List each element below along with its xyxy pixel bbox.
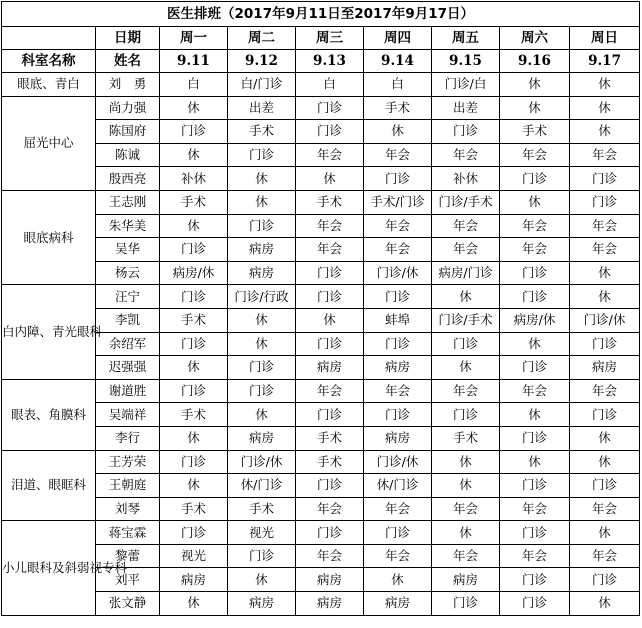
doctor-name-cell: 王志刚 — [96, 190, 160, 214]
shift-cell: 门诊 — [432, 332, 500, 356]
shift-cell: 年会 — [432, 497, 500, 521]
shift-cell: 休 — [432, 285, 500, 309]
shift-cell: 门诊/手术 — [432, 190, 500, 214]
weekday-wed: 周三 — [296, 27, 364, 50]
shift-cell: 年会 — [432, 214, 500, 238]
shift-cell: 休 — [228, 308, 296, 332]
date-label: 日期 — [96, 27, 160, 50]
date-sat: 9.16 — [500, 50, 570, 73]
table-row — [2, 120, 640, 144]
shift-cell: 门诊 — [500, 426, 570, 450]
title-row — [2, 2, 640, 27]
doctor-name-cell: 殷西亮 — [96, 167, 160, 191]
shift-cell: 门诊 — [570, 568, 640, 592]
shift-cell: 休 — [570, 73, 640, 97]
shift-cell: 门诊 — [228, 544, 296, 568]
shift-cell: 门诊 — [160, 379, 228, 403]
doctor-name-cell: 朱华美 — [96, 214, 160, 238]
table-row — [2, 379, 640, 403]
shift-cell: 手术 — [228, 497, 296, 521]
shift-cell: 休 — [160, 143, 228, 167]
department-name-cell: 屈光中心 — [2, 96, 96, 190]
doctor-name-cell: 汪宁 — [96, 285, 160, 309]
shift-cell: 休 — [500, 73, 570, 97]
shift-cell: 门诊 — [296, 474, 364, 498]
doctor-name-cell: 余绍军 — [96, 332, 160, 356]
shift-cell: 年会 — [364, 497, 432, 521]
shift-cell: 白/门诊 — [228, 73, 296, 97]
shift-cell: 休 — [432, 521, 500, 545]
department-name-cell: 眼表、角膜科 — [2, 379, 96, 450]
schedule-table — [1, 1, 640, 616]
shift-cell: 休 — [432, 450, 500, 474]
department-name-cell: 眼底病科 — [2, 190, 96, 284]
shift-cell: 休 — [228, 332, 296, 356]
date-fri: 9.15 — [432, 50, 500, 73]
shift-cell: 门诊 — [432, 592, 500, 616]
shift-cell: 门诊 — [570, 190, 640, 214]
shift-cell: 休 — [432, 474, 500, 498]
doctor-name-cell: 张文静 — [96, 592, 160, 616]
shift-cell: 年会 — [432, 143, 500, 167]
shift-cell: 门诊 — [160, 285, 228, 309]
shift-cell: 门诊 — [570, 403, 640, 427]
doctor-name-cell: 王朝庭 — [96, 474, 160, 498]
shift-cell: 年会 — [296, 497, 364, 521]
table-row — [2, 426, 640, 450]
weekday-thu: 周四 — [364, 27, 432, 50]
doctor-name-cell: 李行 — [96, 426, 160, 450]
shift-cell: 门诊 — [296, 403, 364, 427]
name-label: 姓名 — [96, 50, 160, 73]
shift-cell: 病房/门诊 — [432, 261, 500, 285]
weekday-sat: 周六 — [500, 27, 570, 50]
shift-cell: 手术 — [160, 190, 228, 214]
table-row — [2, 403, 640, 427]
table-row — [2, 214, 640, 238]
shift-cell: 年会 — [364, 238, 432, 262]
shift-cell: 病房 — [228, 592, 296, 616]
doctor-name-cell: 陈诚 — [96, 143, 160, 167]
shift-cell: 年会 — [570, 238, 640, 262]
shift-cell: 休 — [296, 167, 364, 191]
shift-cell: 门诊 — [160, 332, 228, 356]
shift-cell: 休 — [570, 426, 640, 450]
shift-cell: 休 — [500, 96, 570, 120]
shift-cell: 休 — [296, 308, 364, 332]
doctor-name-cell: 蒋宝霖 — [96, 521, 160, 545]
table-row — [2, 497, 640, 521]
shift-cell: 年会 — [432, 544, 500, 568]
shift-cell: 门诊 — [432, 120, 500, 144]
shift-cell: 门诊 — [296, 521, 364, 545]
shift-cell: 休 — [160, 356, 228, 380]
doctor-name-cell: 迟强强 — [96, 356, 160, 380]
shift-cell: 门诊 — [364, 285, 432, 309]
shift-cell: 年会 — [500, 238, 570, 262]
shift-cell: 病房 — [570, 356, 640, 380]
shift-cell: 病房 — [228, 238, 296, 262]
date-tue: 9.12 — [228, 50, 296, 73]
shift-cell: 休 — [160, 474, 228, 498]
shift-cell: 门诊 — [500, 167, 570, 191]
shift-cell: 视光 — [228, 521, 296, 545]
shift-cell: 年会 — [500, 214, 570, 238]
doctor-name-cell: 陈国府 — [96, 120, 160, 144]
shift-cell: 门诊 — [296, 332, 364, 356]
shift-cell: 门诊 — [296, 96, 364, 120]
header-blank-cell — [2, 27, 96, 50]
date-thu: 9.14 — [364, 50, 432, 73]
shift-cell: 休 — [570, 285, 640, 309]
schedule-title: 医生排班（2017年9月11日至2017年9月17日） — [2, 2, 640, 27]
shift-cell: 年会 — [500, 497, 570, 521]
shift-cell: 休 — [570, 521, 640, 545]
shift-cell: 年会 — [570, 544, 640, 568]
shift-cell: 手术/门诊 — [364, 190, 432, 214]
table-row — [2, 592, 640, 616]
shift-cell: 门诊 — [160, 450, 228, 474]
shift-cell: 休 — [228, 403, 296, 427]
shift-cell: 门诊 — [500, 356, 570, 380]
shift-cell: 休/门诊 — [364, 474, 432, 498]
doctor-name-cell: 尚力强 — [96, 96, 160, 120]
shift-cell: 年会 — [500, 379, 570, 403]
doctor-name-cell: 刘琴 — [96, 497, 160, 521]
shift-cell: 手术 — [228, 120, 296, 144]
shift-cell: 门诊 — [570, 474, 640, 498]
table-row — [2, 450, 640, 474]
doctor-name-cell: 刘 勇 — [96, 73, 160, 97]
table-row — [2, 190, 640, 214]
doctor-name-cell: 吴华 — [96, 238, 160, 262]
shift-cell: 病房 — [364, 426, 432, 450]
weekday-sun: 周日 — [570, 27, 640, 50]
shift-cell: 病房 — [228, 426, 296, 450]
doctor-name-cell: 李凯 — [96, 308, 160, 332]
department-name-cell: 泪道、眼眶科 — [2, 450, 96, 521]
doctor-name-cell: 杨云 — [96, 261, 160, 285]
shift-cell: 门诊 — [364, 167, 432, 191]
shift-cell: 年会 — [432, 379, 500, 403]
shift-cell: 门诊 — [228, 356, 296, 380]
shift-cell: 休 — [500, 332, 570, 356]
table-row — [2, 167, 640, 191]
dept-label: 科室名称 — [2, 50, 96, 73]
shift-cell: 年会 — [296, 238, 364, 262]
shift-cell: 病房 — [432, 568, 500, 592]
shift-cell: 门诊 — [500, 521, 570, 545]
shift-cell: 补休 — [160, 167, 228, 191]
shift-cell: 休 — [570, 450, 640, 474]
shift-cell: 门诊 — [228, 379, 296, 403]
department-name-cell: 白内障、青光眼科 — [2, 285, 96, 379]
shift-cell: 年会 — [570, 497, 640, 521]
shift-cell: 休 — [500, 450, 570, 474]
shift-cell: 病房 — [364, 592, 432, 616]
shift-cell: 门诊 — [364, 332, 432, 356]
shift-cell: 休 — [228, 167, 296, 191]
table-row — [2, 356, 640, 380]
doctor-name-cell: 谢道胜 — [96, 379, 160, 403]
table-row — [2, 238, 640, 262]
shift-cell: 门诊 — [296, 285, 364, 309]
date-sun: 9.17 — [570, 50, 640, 73]
shift-cell: 年会 — [570, 143, 640, 167]
weekday-tue: 周二 — [228, 27, 296, 50]
shift-cell: 年会 — [296, 143, 364, 167]
table-row — [2, 474, 640, 498]
shift-cell: 休 — [364, 568, 432, 592]
shift-cell: 门诊 — [500, 261, 570, 285]
shift-cell: 休 — [500, 190, 570, 214]
shift-cell: 补休 — [432, 167, 500, 191]
shift-cell: 年会 — [364, 214, 432, 238]
department-name-cell: 眼底、青白 — [2, 73, 96, 97]
shift-cell: 病房/休 — [500, 308, 570, 332]
shift-cell: 休 — [160, 426, 228, 450]
shift-cell: 休 — [500, 403, 570, 427]
shift-cell: 休 — [570, 96, 640, 120]
shift-cell: 门诊 — [160, 120, 228, 144]
weekday-fri: 周五 — [432, 27, 500, 50]
shift-cell: 休 — [228, 190, 296, 214]
shift-cell: 门诊 — [500, 474, 570, 498]
shift-cell: 门诊 — [228, 214, 296, 238]
shift-cell: 休/门诊 — [228, 474, 296, 498]
weekday-header-row — [2, 27, 640, 50]
shift-cell: 手术 — [160, 497, 228, 521]
shift-cell: 门诊/行政 — [228, 285, 296, 309]
shift-cell: 手术 — [160, 308, 228, 332]
shift-cell: 门诊 — [570, 332, 640, 356]
shift-cell: 白 — [160, 73, 228, 97]
shift-cell: 病房 — [296, 356, 364, 380]
shift-cell: 门诊/休 — [570, 308, 640, 332]
table-row — [2, 261, 640, 285]
shift-cell: 门诊/休 — [364, 450, 432, 474]
date-mon: 9.11 — [160, 50, 228, 73]
shift-cell: 出差 — [228, 96, 296, 120]
shift-cell: 门诊 — [364, 403, 432, 427]
shift-cell: 休 — [570, 592, 640, 616]
shift-cell: 手术 — [500, 120, 570, 144]
shift-cell: 门诊 — [296, 120, 364, 144]
table-row — [2, 285, 640, 309]
shift-cell: 手术 — [296, 426, 364, 450]
shift-cell: 门诊 — [160, 238, 228, 262]
shift-cell: 门诊 — [296, 261, 364, 285]
shift-cell: 门诊 — [364, 521, 432, 545]
shift-cell: 年会 — [364, 379, 432, 403]
shift-cell: 门诊 — [432, 403, 500, 427]
doctor-name-cell: 黎蕾 — [96, 544, 160, 568]
shift-cell: 休 — [160, 96, 228, 120]
shift-cell: 手术 — [160, 403, 228, 427]
doctor-name-cell: 王芳荣 — [96, 450, 160, 474]
shift-cell: 休 — [570, 261, 640, 285]
shift-cell: 手术 — [432, 426, 500, 450]
department-name-cell: 小儿眼科及斜弱视专科 — [2, 521, 96, 615]
shift-cell: 门诊 — [570, 167, 640, 191]
shift-cell: 病房 — [364, 356, 432, 380]
shift-cell: 病房 — [160, 568, 228, 592]
shift-cell: 年会 — [432, 238, 500, 262]
shift-cell: 白 — [364, 73, 432, 97]
shift-cell: 白 — [296, 73, 364, 97]
shift-cell: 蚌埠 — [364, 308, 432, 332]
shift-cell: 门诊 — [228, 143, 296, 167]
shift-cell: 病房 — [296, 568, 364, 592]
shift-cell: 病房 — [296, 592, 364, 616]
table-row — [2, 96, 640, 120]
shift-cell: 病房/休 — [160, 261, 228, 285]
shift-cell: 门诊 — [500, 285, 570, 309]
shift-cell: 休 — [160, 214, 228, 238]
date-wed: 9.13 — [296, 50, 364, 73]
shift-cell: 年会 — [570, 379, 640, 403]
shift-cell: 门诊 — [160, 521, 228, 545]
shift-cell: 休 — [160, 592, 228, 616]
shift-cell: 年会 — [296, 379, 364, 403]
shift-cell: 门诊/休 — [228, 450, 296, 474]
shift-cell: 门诊 — [500, 592, 570, 616]
shift-cell: 年会 — [364, 143, 432, 167]
shift-cell: 休 — [228, 568, 296, 592]
shift-cell: 门诊 — [500, 568, 570, 592]
shift-cell: 年会 — [296, 214, 364, 238]
shift-cell: 年会 — [500, 544, 570, 568]
shift-cell: 门诊/休 — [364, 261, 432, 285]
shift-cell: 手术 — [296, 450, 364, 474]
shift-cell: 年会 — [500, 143, 570, 167]
shift-cell: 年会 — [364, 544, 432, 568]
shift-cell: 视光 — [160, 544, 228, 568]
shift-cell: 病房 — [228, 261, 296, 285]
table-row — [2, 521, 640, 545]
weekday-mon: 周一 — [160, 27, 228, 50]
shift-cell: 休 — [364, 120, 432, 144]
shift-cell: 门诊/手术 — [432, 308, 500, 332]
table-row — [2, 143, 640, 167]
shift-cell: 手术 — [364, 96, 432, 120]
shift-cell: 手术 — [296, 190, 364, 214]
shift-cell: 出差 — [432, 96, 500, 120]
shift-cell: 年会 — [296, 544, 364, 568]
table-row — [2, 73, 640, 97]
shift-cell: 休 — [570, 120, 640, 144]
shift-cell: 门诊/白 — [432, 73, 500, 97]
shift-cell: 年会 — [570, 214, 640, 238]
doctor-name-cell: 刘平 — [96, 568, 160, 592]
date-header-row — [2, 50, 640, 73]
doctor-name-cell: 吴端祥 — [96, 403, 160, 427]
shift-cell: 休 — [432, 356, 500, 380]
